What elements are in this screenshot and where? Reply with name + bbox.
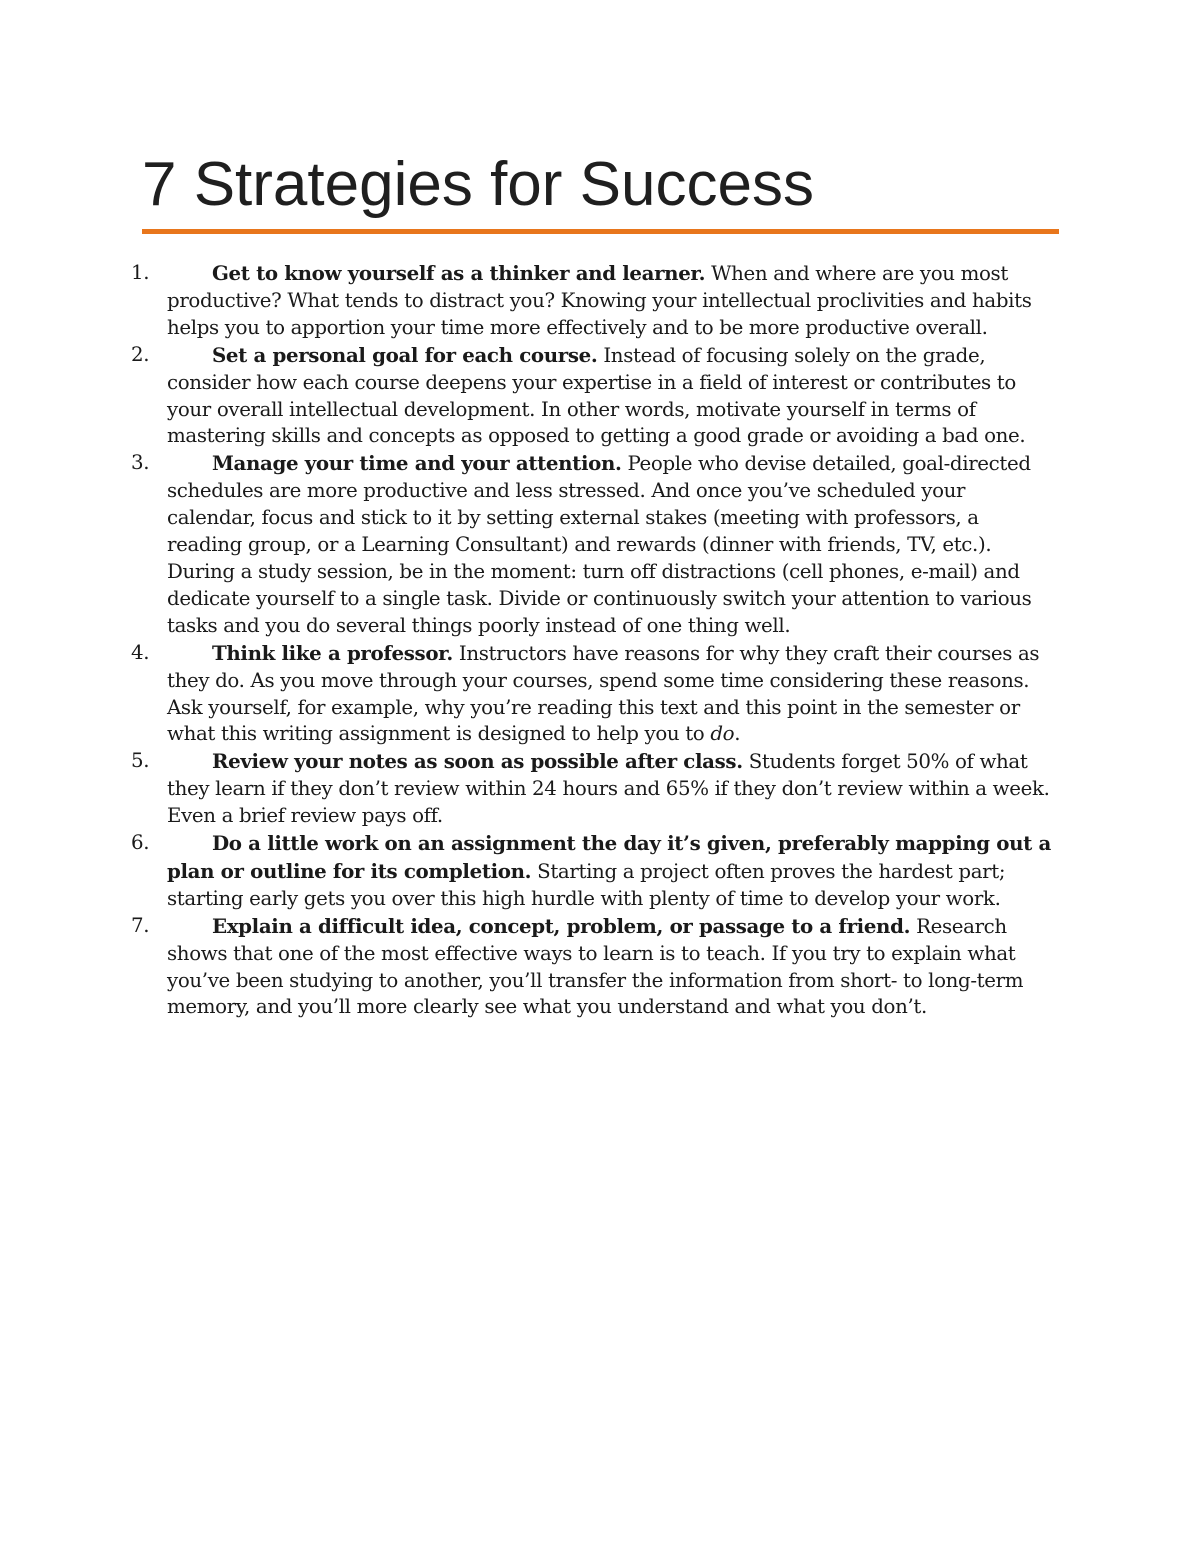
- item-number: 1.: [131, 261, 150, 284]
- item-number: 5.: [131, 749, 150, 773]
- item-heading: Do a little work on an assignment the day it’s given, preferably mapping out a plan or outline for its completion.: [167, 831, 1051, 883]
- item-body: Starting a project often proves the hardest part; starting early gets you over this high hurdle with plenty of time to develop your work.: [167, 859, 1006, 910]
- item-heading: Get to know yourself as a thinker and learner.: [212, 261, 706, 285]
- item-number: 7.: [131, 913, 150, 937]
- list-item: [131, 342, 1059, 451]
- item-heading: Explain a difficult idea, concept, problem, or passage to a friend.: [212, 913, 911, 938]
- list-item: [131, 830, 1059, 913]
- item-tail: .: [734, 722, 741, 746]
- page-title: 7 Strategies for Success: [142, 150, 814, 219]
- item-heading: Think like a professor.: [212, 640, 453, 665]
- list-item: [131, 640, 1059, 749]
- item-heading: Manage your time and your attention.: [212, 451, 622, 476]
- item-body: Instructors have reasons for why they craft their courses as they do. As you move through your courses, spend some time considering these reasons. Ask yourself, for example, why you’re reading this text and this point in the semester or what this writing assignment is designed to help you to: [167, 641, 1040, 746]
- item-body: Instead of focusing solely on the grade, consider how each course deepens your expertise in a field of interest or contributes to your overall intellectual development. In other words, motivate yourself in terms of mastering skills and concepts as opposed to getting a good grade or avoiding a bad one.: [167, 343, 1026, 448]
- item-body: When and where are you most productive? What tends to distract you? Knowing your intellectual proclivities and habits helps you to apportion your time more effectively and to be more productive overall.: [167, 262, 1032, 339]
- item-number: 4.: [131, 640, 150, 664]
- item-emphasis: do: [710, 722, 735, 746]
- list-item: [131, 748, 1059, 830]
- list-item: [131, 450, 1059, 639]
- list-item: [131, 260, 1059, 342]
- item-heading: Set a personal goal for each course.: [212, 342, 598, 367]
- list-item: [131, 913, 1059, 1022]
- item-body: People who devise detailed, goal-directed schedules are more productive and less stressed. And once you’ve scheduled your calendar, focus and stick to it by setting external stakes (meeting with professors, a reading group, or a Learning Consultant) and rewards (dinner with friends, TV, etc.). During a study session, be in the moment: turn off distractions (cell phones, e-mail) and dedicate yourself to a single task. Divide or continuously switch your attention to various tasks and you do several things poorly instead of one thing well.: [167, 452, 1032, 637]
- item-number: 6.: [131, 831, 150, 855]
- item-number: 2.: [131, 342, 150, 366]
- item-body: Students forget 50% of what they learn if they don’t review within 24 hours and 65% if they don’t review within a week. Even a brief review pays off.: [167, 750, 1050, 828]
- item-body: Research shows that one of the most effective ways to learn is to teach. If you try to explain what you’ve been studying to another, you’ll transfer the information from short- to long-term memory, and you’ll more clearly see what you understand and what you don’t.: [167, 914, 1024, 1019]
- strategy-list: [131, 260, 1059, 1021]
- title-divider: [142, 229, 1059, 234]
- item-heading: Review your notes as soon as possible after class.: [212, 749, 743, 774]
- item-number: 3.: [131, 451, 150, 475]
